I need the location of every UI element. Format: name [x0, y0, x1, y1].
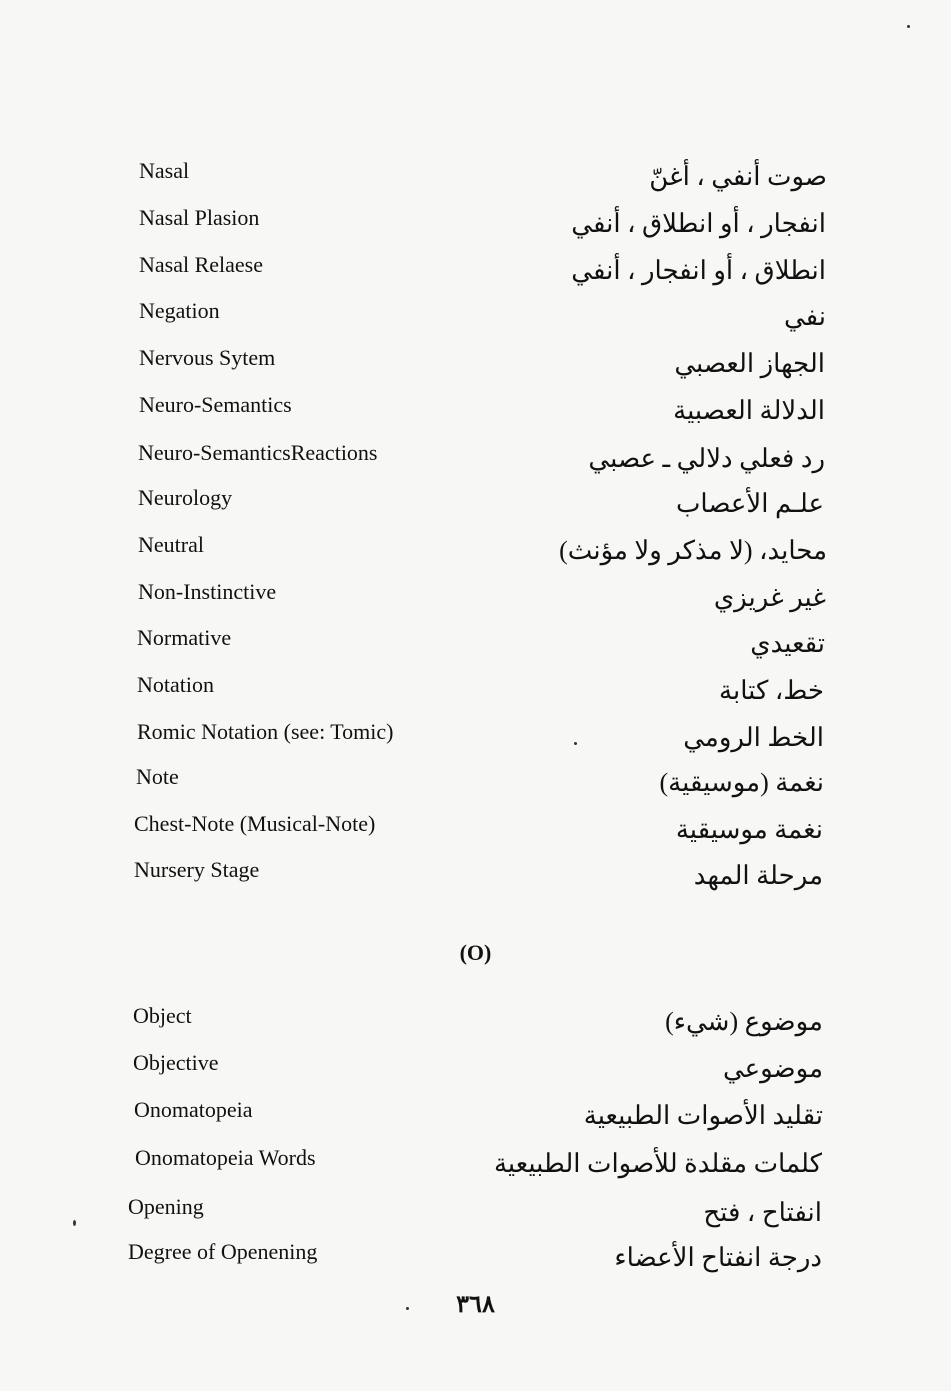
english-term: Object	[133, 1003, 192, 1028]
arabic-term: علـم الأعصاب	[675, 489, 824, 518]
entry-row	[0, 1194, 951, 1234]
english-term: Non-Instinctive	[138, 579, 277, 604]
section-heading: (O)	[459, 940, 492, 965]
entry-row	[0, 485, 951, 525]
entry-row	[0, 719, 951, 759]
entry-row	[0, 298, 951, 338]
english-term: Opening	[128, 1194, 204, 1219]
arabic-term: انفجار ، أو انطلاق ، أنفي	[571, 209, 826, 238]
arabic-term: نفي	[783, 302, 826, 331]
arabic-term: الخط الرومي	[683, 723, 824, 752]
arabic-term: موضوع (شيء)	[665, 1007, 823, 1036]
entry-row	[0, 579, 951, 619]
entry-row	[0, 857, 951, 897]
entry-row	[0, 1097, 951, 1137]
scan-speck	[73, 1220, 76, 1226]
english-term: Degree of Openening	[128, 1239, 318, 1264]
entry-row	[0, 1239, 951, 1279]
arabic-term: صوت أنفي ، أغنّ	[649, 162, 827, 191]
english-term: Nasal Plasion	[139, 205, 260, 230]
entry-row	[0, 532, 951, 572]
arabic-term: الدلالة العصبية	[673, 396, 825, 425]
scan-speck	[574, 742, 577, 745]
scan-speck	[907, 25, 910, 28]
arabic-term: انطلاق ، أو انفجار ، أنفي	[571, 256, 826, 285]
entry-row	[0, 764, 951, 804]
english-term: Neuro-SemanticsReactions	[138, 440, 378, 465]
english-term: Onomatopeia	[134, 1097, 253, 1122]
entry-row	[0, 811, 951, 851]
arabic-term: تقعيدي	[750, 629, 825, 658]
arabic-term: انفتاح ، فتح	[703, 1198, 822, 1227]
entry-row	[0, 205, 951, 245]
arabic-term: محايد، (لا مذكر ولا مؤنث)	[559, 536, 827, 565]
arabic-term: كلمات مقلدة للأصوات الطبيعية	[493, 1149, 822, 1178]
english-term: Neurology	[138, 485, 233, 510]
english-term: Nursery Stage	[134, 857, 260, 882]
arabic-term: تقليد الأصوات الطبيعية	[583, 1101, 823, 1130]
english-term: Note	[136, 764, 179, 789]
arabic-term: نغمة (موسيقية)	[659, 768, 824, 797]
english-term: Negation	[139, 298, 220, 323]
entry-row	[0, 1003, 951, 1043]
arabic-term: رد فعلي دلالي ـ عصبي	[588, 444, 825, 473]
english-term: Neutral	[138, 532, 204, 557]
arabic-term: الجهاز العصبي	[674, 349, 825, 378]
arabic-term: غير غريزي	[713, 583, 826, 612]
arabic-term: نغمة موسيقية	[675, 815, 823, 844]
english-term: Normative	[137, 625, 232, 650]
arabic-term: موضوعي	[722, 1054, 823, 1083]
english-term: Nasal	[139, 158, 190, 183]
entry-row	[0, 1050, 951, 1090]
english-term: Chest-Note (Musical-Note)	[134, 811, 376, 836]
page-number: ٣٦٨	[456, 1292, 495, 1318]
arabic-term: مرحلة المهد	[693, 861, 823, 890]
entry-row	[0, 625, 951, 665]
entry-row	[0, 345, 951, 385]
entry-row	[0, 440, 951, 480]
entry-row	[0, 158, 951, 198]
english-term: Romic Notation (see: Tomic)	[137, 719, 394, 744]
english-term: Nasal Relaese	[139, 252, 263, 277]
entry-row	[0, 252, 951, 292]
scan-speck	[406, 1307, 409, 1310]
english-term: Neuro-Semantics	[139, 392, 292, 417]
entry-row	[0, 1145, 951, 1185]
english-term: Objective	[133, 1050, 219, 1075]
english-term: Notation	[137, 672, 214, 697]
english-term: Onomatopeia Words	[135, 1145, 316, 1170]
entry-row	[0, 392, 951, 432]
english-term: Nervous Sytem	[139, 345, 276, 370]
entry-row	[0, 672, 951, 712]
arabic-term: خط، كتابة	[719, 676, 824, 705]
arabic-term: درجة انفتاح الأعضاء	[614, 1243, 822, 1272]
